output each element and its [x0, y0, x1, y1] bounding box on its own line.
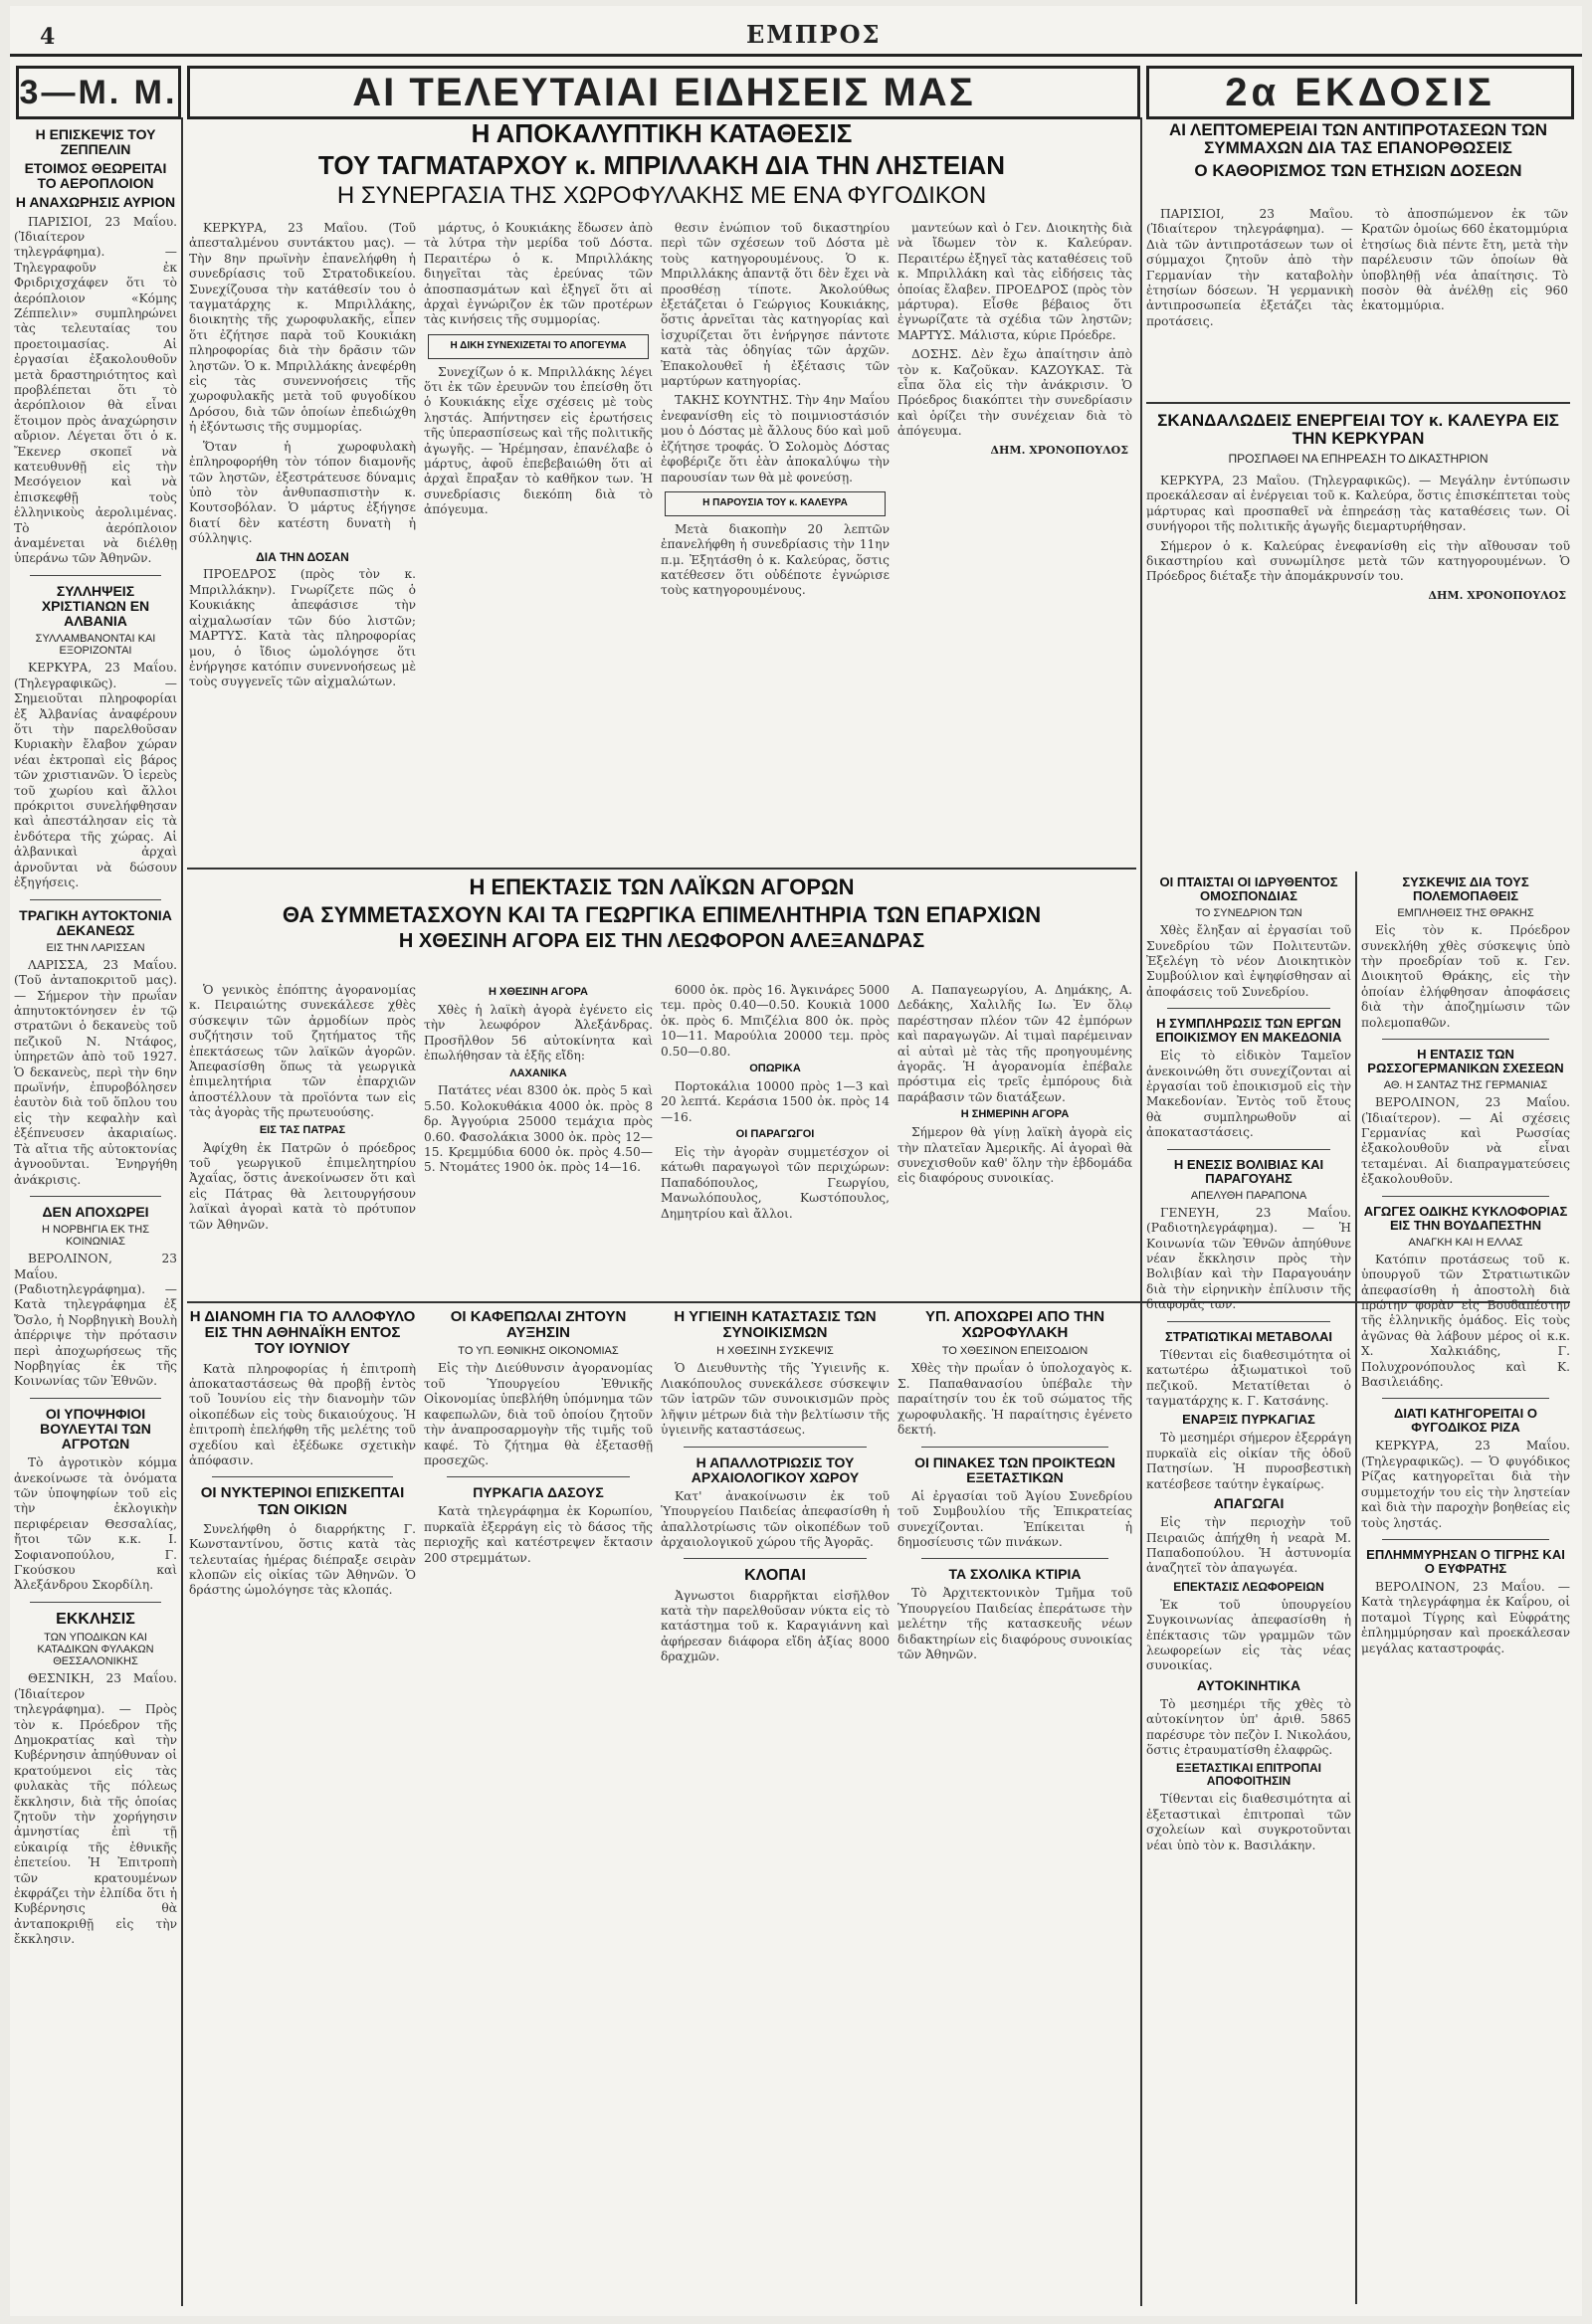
market-subheading: ΟΙ ΠΑΡΑΓΩΓΟΙ: [735, 1128, 815, 1141]
market-subheading: ΟΠΩΡΙΚΑ: [749, 1063, 801, 1075]
federation-subheadline: ΤΟ ΣΥΝΕΔΡΙΟΝ ΤΩΝ: [1195, 907, 1302, 920]
market-subheading: Η ΧΘΕΣΙΝΗ ΑΓΟΡΑ: [489, 986, 588, 998]
farmers-candidates-headline: ΟΙ ΥΠΟΨΗΦΙΟΙ ΒΟΥΛΕΥΤΑΙ ΤΩΝ ΑΓΡΟΤΩΝ: [40, 1405, 151, 1452]
school-buildings-headline: ΤΑ ΣΧΟΛΙΚΑ ΚΤΙΡΙΑ: [948, 1566, 1082, 1583]
fugitive-headline: ΔΙΑΤΙ ΚΑΤΗΓΟΡΕΙΤΑΙ Ο ΦΥΓΟΔΙΚΟΣ ΡΙΖΑ: [1393, 1406, 1538, 1436]
counterproposals-headline: ΑΙ ΛΕΠΤΟΜΕΡΕΙΑΙ ΤΩΝ ΑΝΤΙΠΡΟΤΑΣΕΩΝ ΤΩΝ ΣΥΜΜΑΧΩΝ ΔΙΑ ΤΑΣ ΕΠΑΝΟΡΘΩΣΕΙΣ: [1168, 120, 1548, 158]
zeppelin-departure-headline: Η ΑΝΑΧΩΡΗΣΙΣ ΑΥΡΙΟΝ: [15, 194, 176, 211]
market-paragraph: Εἰς τὴν ἀγορὰν συμμετέσχον οἱ κάτωθι παραγωγοὶ τῶν περιχώρων: Παπαδόπουλος, Γεωργίου, Μανωλόπουλος, Κωστόπουλος, Δημητρίου καὶ ἄλλοι.: [661, 1145, 890, 1221]
trial-subheading: ΔΙΑ ΤΗΝ ΔΟΣΑΝ: [256, 549, 349, 564]
market-subheading: Η ΣΗΜΕΡΙΝΗ ΑΓΟΡΑ: [960, 1108, 1070, 1121]
market-paragraph: 6000 ὀκ. πρὸς 16. Ἀγκινάρες 5000 τεμ. πρὸς 0.40—0.50. Κουκιὰ 1000 ὀκ. πρὸς 6. Μπιζέλια 800 ὀκ. πρὸς 10—11. Μαρούλια 20000 τεμ. πρὸς 0.50—0.80.: [661, 983, 890, 1059]
war-victims-headline: ΣΥΣΚΕΨΙΣ ΔΙΑ ΤΟΥΣ ΠΟΛΕΜΟΠΑΘΕΙΣ: [1402, 874, 1529, 904]
trial-story: [187, 117, 1136, 866]
albania-arrests-subheadline: ΣΥΛΛΑΜΒΑΝΟΝΤΑΙ ΚΑΙ ΕΞΟΡΙΖΟΝΤΑΙ: [35, 633, 156, 658]
appeal-article: ΘΕΣΝΙΚΗ, 23 Μαΐου. (Ἰδιαίτερον τηλεγράφημα). — Πρὸς τὸν κ. Πρόεδρον τῆς Δημοκρατίας καὶ τὴν Κυβέρνησιν ἀπηύθυναν οἱ κρατούμενοι εἰς τὰς φυλακὰς τῆς πόλεως ἔκκλησιν, διὰ τῆς ὁποίας ζητοῦν τὴν χορήγησιν ἀμνηστίας ἐπὶ τῇ εὐκαιρίᾳ τῆς ἐθνικῆς ἐπετείου. Ἡ Ἐπιτροπὴ τῶν κρατουμένων ἐκφράζει τὴν ἐλπίδα ὅτι ἡ Κυβέρνησις θὰ ἀνταποκριθῇ εἰς τὴν ἔκκλησιν.: [14, 1671, 177, 1947]
distribution-article: Κατὰ πληροφορίας ἡ ἐπιτροπὴ ἀποκαταστάσεως θὰ προβῇ ἐντὸς τοῦ Ἰουνίου εἰς τὴν διανομὴν τῶν οἰκοπέδων εἰς τοὺς δικαιούχους. Ἡ ἐπιτροπὴ ἐπελήφθη τῆς μελέτης τοῦ σχεδίου καὶ ἐξέδωκε σχετικὴν ἀπόφασιν.: [189, 1361, 416, 1467]
hygiene-subheadline: Η ΧΘΕΣΙΝΗ ΣΥΣΚΕΨΙΣ: [716, 1345, 834, 1358]
trial-column-4: [897, 221, 1132, 862]
suicide-subheadline: ΕΙΣ ΤΗΝ ΛΑΡΙΣΣΑΝ: [46, 941, 145, 954]
settlement-headline: Η ΣΥΜΠΛΗΡΩΣΙΣ ΤΩΝ ΕΡΓΩΝ ΕΠΟΙΚΙΣΜΟΥ ΕΝ ΜΑΚΕΔΟΝΙΑ: [1155, 1016, 1342, 1046]
budapest-games-article: Κατόπιν προτάσεως τοῦ κ. ὑπουργοῦ τῶν Στρατιωτικῶν ἀπεφασίσθη ἡ ἀποστολὴ διὰ πρώτην φορὰν εἰς Βουδαπέστην τῆς ἑλληνικῆς ὁμάδος. Εἰς τοὺς ἀγῶνας θὰ λάβουν μέρος οἱ κ.κ. Χ. Χαλκιάδης, Γ. Πολυχρονόπουλος καὶ Κ. Βασιλειάδης.: [1361, 1252, 1570, 1389]
thefts-article: Ἀγνωστοι διαρρῆκται εἰσῆλθον κατὰ τὴν παρελθοῦσαν νύκτα εἰς τὸ κατάστημα τοῦ κ. Καραγιάννη καὶ ἀφήρεσαν διάφορα εἴδη ἀξίας 8000 δραχμῶν.: [661, 1588, 890, 1664]
burglars-article: Συνελήφθη ὁ διαρρήκτης Γ. Κωνσταντίνου, ὅστις κατὰ τὰς τελευταίας ἡμέρας διέπραξε σειρὰν κλοπῶν εἰς οἰκίας τῶν Ἀθηνῶν. Ὁ δράστης ὡμολόγησε τὰς κλοπάς.: [189, 1521, 416, 1598]
trial-paragraph: θεσιν ἐνώπιον τοῦ δικαστηρίου περὶ τῶν σχέσεων τοῦ Δόστα μὲ τοὺς κατηγορουμένους. Ὁ κ. Μπριλλάκης ἀπαντᾷ ὅτι δὲν ἔχει νὰ προσθέσῃ τίποτε. Ἀκολούθως ἐξετάζεται ὁ Γεώργιος Κουκιάκης, ὅστις ἀρνεῖται τὰς κατηγορίας καὶ ἰσχυρίζεται ὅτι ἐνήργησε πάντοτε κατὰ τὰς ὁδηγίας τῶν ἀρχῶν. Ἐπακολουθεῖ ἡ ἐξέτασις τῶν μαρτύρων κατηγορίας.: [661, 221, 890, 389]
federation-headline: ΟΙ ΠΤΑΙΣΤΑΙ ΟΙ ΙΔΡΥΘΕΝΤΟΣ ΟΜΟΣΠΟΝΔΙΑΣ: [1159, 874, 1338, 904]
market-paragraph: Πορτοκάλια 10000 πρὸς 1—3 καὶ 20 λεπτά. Κεράσια 1500 ὀκ. πρὸς 14—16.: [661, 1078, 890, 1124]
right-lower-right: [1361, 872, 1570, 2304]
military-changes-headline: ΣΤΡΑΤΙΩΤΙΚΑΙ ΜΕΤΑΒΟΛΑΙ: [1165, 1328, 1332, 1344]
column-rule: [1140, 117, 1142, 2306]
cafe-owners-subheadline: ΤΟ ΥΠ. ΕΘΝΙΚΗΣ ΟΙΚΟΝΟΜΙΑΣ: [458, 1345, 619, 1358]
newspaper-name: ΕΜΠΡΟΣ: [746, 20, 882, 49]
left-column: [14, 123, 177, 2307]
zeppelin-headline: Η ΕΠΙΣΚΕΨΙΣ ΤΟΥ ΖΕΠΠΕΛΙΝ: [35, 126, 156, 158]
short-news-row: [187, 1305, 1136, 2306]
car-news-headline: ΑΥΤΟΚΙΝΗΤΙΚΑ: [1196, 1676, 1301, 1693]
market-paragraph: Ὁ γενικὸς ἐπόπτης ἀγορανομίας κ. Πειραιώτης συνεκάλεσε χθὲς σύσκεψιν τῶν ἀρμοδίων πρὸς συζήτησιν τοῦ ζητήματος τῆς ἐπεκτάσεως τῶν λαϊκῶν ἀγορῶν. Ἀπεφασίσθη ὅπως τὰ γεωργικὰ ἐπιμελητήρια τῶν ἐπαρχιῶν ἀποστέλλουν τὰ προϊόντα των εἰς τὰς ἀγορὰς τῆς πρωτευούσης.: [189, 983, 416, 1120]
distribution-headline: Η ΔΙΑΝΟΜΗ ΓΙΑ ΤΟ ΑΛΛΟΦΥΛΟ ΕΙΣ ΤΗΝ ΑΘΗΝΑΪΚΗ ΕΝΤΟΣ ΤΟΥ ΙΟΥΝΙΟΥ: [189, 1308, 416, 1358]
trial-subheading: Η ΔΙΚΗ ΣΥΝΕΧΙΖΕΤΑΙ ΤΟ ΑΠΟΓΕΥΜΑ: [450, 339, 627, 351]
running-header: [10, 6, 1582, 57]
trial-column-1: [189, 221, 416, 862]
gendarmerie-headline: ΥΠ. ΑΠΟΧΩΡΕΙ ΑΠΟ ΤΗΝ ΧΩΡΟΦΥΛΑΚΗ: [924, 1308, 1105, 1342]
bolivia-subheadline: ΑΠΕΛΥΘΗ ΠΑΡΑΠΟΝΑ: [1190, 1189, 1307, 1202]
exam-committees-headline: ΕΞΕΤΑΣΤΙΚΑΙ ΕΠΙΤΡΟΠΑΙ ΑΠΟΦΟΙΤΗΣΙΝ: [1175, 1761, 1322, 1789]
tables-headline: ΟΙ ΠΙΝΑΚΕΣ ΤΩΝ ΠΡΟΙΚΤΕΩΝ ΕΞΕΤΑΣΤΙΚΩΝ: [914, 1453, 1115, 1485]
byline: ΔΗΜ. ΧΡΟΝΟΠΟΥΛΟΣ: [990, 443, 1128, 457]
appeal-headline: ΕΚΚΛΗΣΙΣ: [56, 1610, 135, 1628]
tables-article: Αἱ ἐργασίαι τοῦ Ἁγίου Συνεδρίου τοῦ Συμβουλίου τῆς Ἐπικρατείας συνεχίζονται. Ἐπίκειται ἡ δημοσίευσις τῶν πινάκων.: [897, 1488, 1132, 1549]
trial-paragraph: ΠΡΟΕΔΡΟΣ (πρὸς τὸν κ. Μπριλλάκην). Γνωρίζετε πῶς ὁ Κουκιάκης ἀπεφάσισε τὴν αἰχμαλωσίαν τῶν δύο λιστῶν; ΜΑΡΤΥΣ. Κατὰ τὰς πληροφορίας μου, ὁ ἴδιος ὡμολόγησε ὅτι ἐνήργησε κατόπιν συνεννοήσεως μὲ τοὺς συγγενεῖς τῶν αἰχμαλώτων.: [189, 567, 416, 689]
counterproposals-article: τὸ ἀποσπώμενον ἐκ τῶν Κρατῶν ὁμοίως 660 ἑκατομμύρια ἐτησίως διὰ πέντε ἔτη, μετὰ τὴν παρέλευσιν τῶν ὁποίων θὰ ὑποβληθῇ νέα ἀπαίτησις. Τὸ ποσὸν θὰ ἀνέλθῃ εἰς 960 ἑκατομμύρια.: [1361, 207, 1568, 313]
kalevras-subheadline: ΠΡΟΣΠΑΘΕΙ ΝΑ ΕΠΗΡΕΑΣΗ ΤΟ ΔΙΚΑΣΤΗΡΙΟΝ: [1228, 451, 1489, 466]
flood-headline: ΕΠΛΗΜΜΥΡΗΣΑΝ Ο ΤΙΓΡΗΣ ΚΑΙ Ο ΕΥΦΡΑΤΗΣ: [1366, 1546, 1565, 1576]
hygiene-article: Ὁ Διευθυντὴς τῆς Ὑγιεινῆς κ. Λιακόπουλος συνεκάλεσε σύσκεψιν τῶν ἰατρῶν τῶν συνοικισμῶν πρὸς λῆψιν μέτρων διὰ τὴν βελτίωσιν τῆς ὑγιεινῆς καταστάσεως.: [661, 1361, 890, 1438]
bolivia-headline: Η ΕΝΕΣΙΣ ΒΟΛΙΒΙΑΣ ΚΑΙ ΠΑΡΑΓΟΥΑΗΣ: [1173, 1156, 1324, 1186]
trial-headline-2: ΤΟΥ ΤΑΓΜΑΤΑΡΧΟΥ κ. ΜΠΡΙΛΛΑΚΗ ΔΙΑ ΤΗΝ ΛΗΣΤΕΙΑΝ: [317, 150, 1006, 181]
column-rule: [181, 117, 183, 2306]
kalevras-headline: ΣΚΑΝΔΑΛΩΔΕΙΣ ΕΝΕΡΓΕΙΑΙ ΤΟΥ κ. ΚΑΛΕΥΡΑ ΕΙΣ ΤΗΝ ΚΕΡΚΥΡΑΝ: [1157, 411, 1559, 449]
cafe-owners-headline: ΟΙ ΚΑΦΕΠΩΛΑΙ ΖΗΤΟΥΝ ΑΥΞΗΣΙΝ: [450, 1308, 627, 1342]
war-victims-subheadline: ΕΜΠΛΗΘΕΙΣ ΤΗΣ ΘΡΑΚΗΣ: [1397, 907, 1534, 920]
late-edition-time-box: 3—Μ. Μ.: [16, 66, 181, 119]
market-paragraph: Ἀφίχθη ἐκ Πατρῶν ὁ πρόεδρος τοῦ γεωργικοῦ ἐπιμελητηρίου Ἀχαΐας, ὅστις ἀνεκοίνωσεν ὅτι καὶ εἰς Πάτρας θὰ λειτουργήσουν λαϊκαὶ ἀγοραὶ κατὰ τὸ πρότυπον τῶν Ἀθηνῶν.: [189, 1140, 416, 1232]
trial-paragraph: μάρτυς, ὁ Κουκιάκης ἔδωσεν ἀπὸ τὰ λύτρα τὴν μερίδα τοῦ Δόστα. Περαιτέρω ὁ κ. Μπριλλάκης διηγεῖται τὰς ἐρεύνας τῶν ἀποσπασμάτων καὶ ἐξηγεῖ ὅτι αἱ ἀρχαὶ ἐγνώριζον ἐκ τῶν προτέρων τὰς κινήσεις τῆς συμμορίας.: [424, 221, 653, 327]
trial-paragraph: μαντεύων καὶ ὁ Γεν. Διοικητὴς διὰ νὰ ἴδωμεν τὸν κ. Καλεύραν. Περαιτέρω ἐξηγεῖ τὰς καταθέσεις τοῦ κ. Μπριλλάκη καὶ τὰς εἰδήσεις τὰς ὁποίας ἔλαβεν. ΠΡΟΕΔΡΟΣ (πρὸς τὸν μάρτυρα). Εἶσθε βέβαιος ὅτι ἐγνωρίζατε τὰ σχέδια τῶν ληστῶν; ΜΑΡΤΥΣ. Μάλιστα, κύριε Πρόεδρε.: [897, 221, 1132, 342]
hygiene-headline: Η ΥΓΙΕΙΝΗ ΚΑΤΑΣΤΑΣΙΣ ΤΩΝ ΣΥΝΟΙΚΙΣΜΩΝ: [674, 1308, 877, 1342]
latest-news-banner: ΑΙ ΤΕΛΕΥΤΑΙΑΙ ΕΙΔΗΣΕΙΣ ΜΑΣ: [187, 66, 1140, 119]
market-headline-1: Η ΕΠΕΚΤΑΣΙΣ ΤΩΝ ΛΑΪΚΩΝ ΑΓΟΡΩΝ: [469, 874, 855, 899]
zeppelin-subheadline: ΕΤΟΙΜΟΣ ΘΕΩΡΕΙΤΑΙ ΤΟ ΑΕΡΟΠΛΟΙΟΝ: [24, 160, 167, 192]
market-paragraph: Χθὲς ἡ λαϊκὴ ἀγορὰ ἐγένετο εἰς τὴν λεωφόρον Ἀλεξάνδρας. Προσῆλθον 56 αὐτοκίνητα καὶ ἐπωλήθησαν τὰ ἑξῆς εἴδη:: [424, 1002, 653, 1064]
forest-fire-headline: ΠΥΡΚΑΓΙΑ ΔΑΣΟΥΣ: [473, 1484, 604, 1501]
short-news-col-4: [897, 1305, 1132, 2304]
kalevras-article: Σήμερον ὁ κ. Καλεύρας ἐνεφανίσθη εἰς τὴν αἴθουσαν τοῦ δικαστηρίου καὶ συνωμίλησε μετὰ τῶν κατηγορουμένων. Ὁ Πρόεδρος διέταξε τὴν ἀπομάκρυνσίν του.: [1146, 538, 1570, 584]
school-buildings-article: Τὸ Ἀρχιτεκτονικὸν Τμῆμα τοῦ Ὑπουργείου Παιδείας ἐπεράτωσε τὴν μελέτην τῆς κατασκευῆς νέων διδακτηρίων εἰς διαφόρους συνοικίας τῶν Ἀθηνῶν.: [897, 1586, 1132, 1662]
norway-headline: ΔΕΝ ΑΠΟΧΩΡΕΙ: [42, 1203, 149, 1220]
kalevras-article: ΚΕΡΚΥΡΑ, 23 Μαΐου. (Τηλεγραφικῶς). — Μεγάλην ἐντύπωσιν προεκάλεσαν αἱ ἐνέργειαι τοῦ κ. Καλεύρα, ὅστις ἐπισκέπτεται τοὺς μάρτυρας καὶ προσπαθεῖ νὰ ἐπηρεάσῃ τὰς καταθέσεις των. Οἱ συνήγοροι τῆς πολιτικῆς ἀγωγῆς διεμαρτυρήθησαν.: [1146, 474, 1570, 534]
war-victims-article: Εἰς τὸν κ. Πρόεδρον συνεκλήθη χθὲς σύσκεψις ὑπὸ τὴν προεδρίαν τοῦ κ. Γεν. Διοικητοῦ Θράκης, εἰς τὴν ὁποίαν ἐλήφθησαν ἀποφάσεις διὰ τὴν ἀποζημίωσιν τῶν πολεμοπαθῶν.: [1361, 923, 1570, 1030]
gendarmerie-article: Χθὲς τὴν πρωΐαν ὁ ὑπολοχαγὸς κ. Σ. Παπαθανασίου ὑπέβαλε τὴν παραίτησίν του ἐκ τοῦ σώματος τῆς χωροφυλακῆς. Ἡ παραίτησις ἐγένετο δεκτή.: [897, 1361, 1132, 1438]
trial-paragraph: ΚΕΡΚΥΡΑ, 23 Μαΐου. (Τοῦ ἀπεσταλμένου συντάκτου μας). — Τὴν 8ην πρωϊνὴν ἐπανελήφθη ἡ συνεδρίασις τοῦ Στρατοδικείου. Συνεχίζουσα τὴν κατάθεσίν του ὁ ταγματάρχης κ. Μπριλλάκης, διοικητὴς τῆς χωροφυλακῆς, εἶπεν ὅτι ἐζήτησε παρὰ τοῦ Κουκιάκη πληροφορίας διὰ τὴν δρᾶσιν τῶν ληστῶν. Ὁ κ. Μπριλλάκης ἀνεφέρθη εἰς τὰς συνεννοήσεις τῆς χωροφυλακῆς μετὰ τοῦ φυγοδίκου Δρόσου, διὰ τῶν ὁποίων ἐπεδιώχθη ἡ ἐξόντωσις τῆς συμμορίας.: [189, 221, 416, 435]
page-number: 4: [40, 24, 56, 50]
trial-subheading: Η ΠΑΡΟΥΣΙΑ ΤΟΥ κ. ΚΑΛΕΥΡΑ: [702, 496, 848, 508]
fire-article: Τὸ μεσημέρι σήμερον ἐξερράγη πυρκαϊὰ εἰς οἰκίαν τῆς ὁδοῦ Πατησίων. Ἡ πυροσβεστικὴ κατέσβεσε ταύτην ἐγκαίρως.: [1146, 1431, 1351, 1491]
right-lower-left: [1146, 872, 1351, 2304]
second-edition-box: 2α ΕΚΔΟΣΙΣ: [1146, 66, 1574, 119]
section-divider: [187, 868, 1136, 870]
trial-headline-1: Η ΑΠΟΚΑΛΥΠΤΙΚΗ ΚΑΤΑΘΕΣΙΣ: [471, 118, 853, 148]
forest-fire-article: Κατὰ τηλεγράφημα ἐκ Κορωπίου, πυρκαϊὰ ἐξερράγη εἰς τὸ δάσος τῆς περιοχῆς καὶ κατέστρεψεν ἔκτασιν 200 στρεμμάτων.: [424, 1504, 653, 1565]
abductions-article: Εἰς τὴν περιοχὴν τοῦ Πειραιῶς ἀπήχθη ἡ νεαρὰ Μ. Παπαδοπούλου. Ἡ ἀστυνομία ἀναζητεῖ τὸν ἀπαγωγέα.: [1146, 1515, 1351, 1576]
norway-subheadline: Η ΝΟΡΒΗΓΙΑ ΕΚ ΤΗΣ ΚΟΙΝΩΝΙΑΣ: [41, 1224, 149, 1249]
norway-article: ΒΕΡΟΛΙΝΟΝ, 23 Μαΐου. (Ραδιοτηλεγράφημα). — Κατὰ τηλεγράφημα ἐξ Ὄσλο, ἡ Νορβηγικὴ Βουλὴ ἀπέρριψε τὴν πρότασιν περὶ ἀποχωρήσεως τῆς Νορβηγίας ἐκ τῆς Κοινωνίας τῶν Ἐθνῶν.: [14, 1252, 177, 1389]
russo-german-headline: Η ΕΝΤΑΣΙΣ ΤΩΝ ΡΩΣΣΟΓΕΡΜΑΝΙΚΩΝ ΣΧΕΣΕΩΝ: [1367, 1047, 1564, 1076]
budapest-games-headline: ΑΓΩΓΕΣ ΟΔΙΚΗΣ ΚΥΚΛΟΦΟΡΙΑΣ ΕΙΣ ΤΗΝ ΒΟΥΔΑΠΕΣΤΗΝ: [1363, 1203, 1568, 1233]
byline: ΔΗΜ. ΧΡΟΝΟΠΟΥΛΟΣ: [1428, 588, 1566, 602]
market-paragraph: Α. Παπαγεωργίου, Α. Δημάκης, Α. Δεδάκης, Χαλιλῆς Ιω. Ἐν ὅλῳ παρέστησαν πλέον τῶν 42 ἐμπόρων καὶ παραγωγῶν. Αἱ τιμαὶ παρέμειναν αἱ αὐταὶ μὲ τὰς τῆς προηγουμένης ἀγορᾶς. Ἡ ἀγορανομία ἐπέβαλε πρόστιμα εἰς τρεῖς ἐμπόρους διὰ παράβασιν τῶν διατάξεων.: [897, 983, 1132, 1104]
fire-headline: ΕΝΑΡΞΙΣ ΠΥΡΚΑΓΙΑΣ: [1182, 1412, 1315, 1428]
annual-payments-headline: Ο ΚΑΘΟΡΙΣΜΟΣ ΤΩΝ ΕΤΗΣΙΩΝ ΔΟΣΕΩΝ: [1194, 160, 1522, 180]
fugitive-article: ΚΕΡΚΥΡΑ, 23 Μαΐου. (Τηλεγραφικῶς). — Ὁ φυγόδικος Ρίζας κατηγορεῖται διὰ τὴν συμμετοχήν του εἰς τὴν ληστείαν καὶ διὰ τὴν παροχὴν βοηθείας εἰς τοὺς ληστάς.: [1361, 1439, 1570, 1530]
expropriation-article: Κατ' ἀνακοίνωσιν ἐκ τοῦ Ὑπουργείου Παιδείας ἀπεφασίσθη ἡ ἀπαλλοτρίωσις τῶν οἰκοπέδων τοῦ ἀρχαιολογικοῦ χώρου τῆς Ἀγορᾶς.: [661, 1488, 890, 1549]
albania-arrests-article: ΚΕΡΚΥΡΑ, 23 Μαΐου. (Τηλεγραφικῶς). — Σημειοῦται πληροφορίαι ἐξ Ἀλβανίας ἀναφέρουν ὅτι τὴν παρελθοῦσαν Κυριακὴν ἔλαβον χώραν νέαι ἐκτροπαὶ εἰς βάρος τῶν χριστιανῶν. Ὁ ἱερεὺς τοῦ χωρίου καὶ ἄλλοι πρόκριτοι συνελήφθησαν καὶ ἀπεστάλησαν εἰς τὰ ἐνδότερα τῆς χώρας. Αἱ ἀλβανικαὶ ἀρχαὶ ἀρνοῦνται νὰ δώσουν ἐξηγήσεις.: [14, 661, 177, 890]
cafe-owners-article: Εἰς τὴν Διεύθυνσιν ἀγορανομίας τοῦ Ὑπουργείου Ἐθνικῆς Οἰκονομίας ὑπεβλήθη ὑπόμνημα τῶν καφεπωλῶν, διὰ τοῦ ὁποίου ζητοῦν τὴν ἀναπροσαρμογὴν τῆς τιμῆς τοῦ καφέ. Τὸ ζήτημα θὰ ἐξετασθῇ προσεχῶς.: [424, 1361, 653, 1467]
market-subheading: ΕΙΣ ΤΑΣ ΠΑΤΡΑΣ: [259, 1123, 346, 1136]
market-paragraph: Πατάτες νέαι 8300 ὀκ. πρὸς 5 καὶ 5.50. Κολοκυθάκια 4000 ὀκ. πρὸς 8 δρ. Ἀγγούρια 25000 τεμάχια πρὸς 0.60. Φασολάκια 3000 ὀκ. πρὸς 12—15. Κρεμμύδια 6000 ὀκ. πρὸς 4.50—5. Ντομάτες 1900 ὀκ. πρὸς 14—16.: [424, 1083, 653, 1175]
flood-article: ΒΕΡΟΛΙΝΟΝ, 23 Μαΐου. — Κατὰ τηλεγράφημα ἐκ Καΐρου, οἱ ποταμοὶ Τίγρης καὶ Εὐφράτης ἐπλημμύρησαν καὶ προεκάλεσαν μεγάλας καταστροφάς.: [1361, 1579, 1570, 1655]
car-news-article: Τὸ μεσημέρι τῆς χθὲς τὸ αὐτοκίνητον ὑπ' ἀριθ. 5865 παρέσυρε τὸν πεζὸν Ι. Νικολάου, ὅστις ἐτραυματίσθη ἐλαφρῶς.: [1146, 1696, 1351, 1758]
market-headline-2: ΘΑ ΣΥΜΜΕΤΑΣΧΟΥΝ ΚΑΙ ΤΑ ΓΕΩΡΓΙΚΑ ΕΠΙΜΕΛΗΤΗΡΙΑ ΤΩΝ ΕΠΑΡΧΙΩΝ: [282, 901, 1042, 927]
short-news-col-1: [189, 1305, 416, 2304]
market-subheading: ΛΑΧΑΝΙΚΑ: [509, 1066, 567, 1079]
russo-german-article: ΒΕΡΟΛΙΝΟΝ, 23 Μαΐου. (Ἰδιαίτερον). — Αἱ σχέσεις Γερμανίας καὶ Ρωσσίας ἐξακολουθοῦν νὰ εἶναι τεταμέναι. Αἱ διαπραγματεύσεις ἐξακολουθοῦν.: [1361, 1095, 1570, 1187]
buses-article: Ἐκ τοῦ ὑπουργείου Συγκοινωνίας ἀπεφασίσθη ἡ ἐπέκτασις τῶν γραμμῶν τῶν λεωφορείων εἰς τὰς νέας συνοικίας.: [1146, 1597, 1351, 1673]
column-rule: [1355, 872, 1357, 2304]
albania-arrests-headline: ΣΥΛΛΗΨΕΙΣ ΧΡΙΣΤΙΑΝΩΝ ΕΝ ΑΛΒΑΝΙΑ: [41, 582, 150, 630]
market-headline-3: Η ΧΘΕΣΙΝΗ ΑΓΟΡΑ ΕΙΣ ΤΗΝ ΛΕΩΦΟΡΟΝ ΑΛΕΞΑΝΔΡΑΣ: [398, 929, 925, 952]
russo-german-subheadline: ΑΘ. Η ΣΑΝΤΑΖ ΤΗΣ ΓΕΡΜΑΝΙΑΣ: [1383, 1079, 1548, 1092]
right-upper: [1146, 117, 1570, 866]
military-changes-article: Τίθενται εἰς διαθεσιμότητα οἱ κατωτέρω ἀξιωματικοὶ τοῦ πεζικοῦ. Μετατίθεται ὁ ταγματάρχης κ. Γ. Κατσάνης.: [1146, 1347, 1351, 1408]
buses-headline: ΕΠΕΚΤΑΣΙΣ ΛΕΩΦΟΡΕΙΩΝ: [1173, 1579, 1324, 1594]
farmers-candidates-article: Τὸ ἀγροτικὸν κόμμα ἀνεκοίνωσε τὰ ὀνόματα τῶν ὑποψηφίων τοῦ εἰς τὴν ἐκλογικὴν περιφέρειαν Θεσσαλίας, ἤτοι τῶν κ.κ. Ι. Σοφιανοπούλου, Γ. Γκούσκου καὶ Ἀλεξάνδρου Σκορδίλη.: [14, 1455, 177, 1593]
abductions-headline: ΑΠΑΓΩΓΑΙ: [1213, 1495, 1285, 1511]
trial-paragraph: ΤΑΚΗΣ ΚΟΥΝΤΗΣ. Τὴν 4ην Μαΐου ἐνεφανίσθη εἰς τὸ ποιμνιοστάσιόν μου ὁ Δόστας μὲ ἄλλους δύο καὶ μοῦ ἐζήτησε τροφάς. Ὁ Σολομὸς Δόστας ἐφοβέριζε ὅτι ἐὰν ἀποκαλύψω τὴν παρουσίαν των θὰ μὲ φονεύσῃ.: [661, 393, 890, 484]
short-news-col-2: [424, 1305, 653, 2304]
market-story: [187, 872, 1136, 1299]
newspaper-page: [10, 6, 1582, 2316]
thefts-headline: ΚΛΟΠΑΙ: [744, 1567, 806, 1585]
suicide-headline: ΤΡΑΓΙΚΗ ΑΥΤΟΚΤΟΝΙΑ ΔΕΚΑΝΕΩΣ: [19, 906, 172, 938]
exam-committees-article: Τίθενται εἰς διαθεσιμότητα αἱ ἐξεταστικαὶ ἐπιτροπαὶ τῶν σχολείων καὶ συγκροτοῦνται νέαι ὑπὸ τὸν κ. Βασιλάκην.: [1146, 1792, 1351, 1852]
short-news-col-3: [661, 1305, 890, 2304]
trial-column-2: [424, 221, 653, 862]
settlement-article: Εἰς τὸ εἰδικὸν Ταμεῖον ἀνεκοινώθη ὅτι συνεχίζονται αἱ ἐργασίαι τοῦ ἐποικισμοῦ εἰς τὴν Μακεδονίαν. Ἐντὸς τοῦ ἔτους θὰ συμπληρωθοῦν αἱ ἀποκαταστάσεις.: [1146, 1049, 1351, 1140]
bolivia-article: ΓΕΝΕΥΗ, 23 Μαΐου. (Ραδιοτηλεγράφημα). — Ἡ Κοινωνία τῶν Ἐθνῶν ἀπηύθυνε νέαν ἔκκλησιν πρὸς τὴν Βολιβίαν καὶ τὴν Παραγουάην διὰ τὴν εἰρηνικὴν ἐπίλυσιν τῆς διαφορᾶς των.: [1146, 1205, 1351, 1312]
trial-paragraph: Μετὰ διακοπὴν 20 λεπτῶν ἐπανελήφθη ἡ συνεδρίασις τὴν 11ην π.μ. Ἐξητάσθη ὁ κ. Καλεύρας, ὅστις κατέθεσεν ὅτι οὐδέποτε ἐγνώρισε τοὺς κατηγορουμένους.: [661, 521, 890, 598]
appeal-subheadline: ΤΩΝ ΥΠΟΔΙΚΩΝ ΚΑΙ ΚΑΤΑΔΙΚΩΝ ΦΥΛΑΚΩΝ ΘΕΣΣΑΛΟΝΙΚΗΣ: [37, 1632, 154, 1668]
suicide-article: ΛΑΡΙΣΣΑ, 23 Μαΐου. (Τοῦ ἀνταποκριτοῦ μας). — Σήμερον τὴν πρωΐαν ἀπηυτοκτόνησεν ἐν τῷ στρατῶνι ὁ δεκανεὺς τοῦ πεζικοῦ Ν. Ντάφος, ὑπηρετῶν ἀπὸ τοῦ 1927. Ὁ δεκανεὺς, περὶ τὴν 6ην πρωϊνήν, ἐπυροβόλησεν ἑαυτὸν διὰ τοῦ ὅπλου του εἰς τὴν κεφαλὴν καὶ ἐξέπνευσεν ἀκαριαίως. Τὰ αἴτια τῆς αὐτοκτονίας ἀγνοοῦνται. Ἐνηργήθη ἀνάκρισις.: [14, 957, 177, 1187]
trial-paragraph: Ὅταν ἡ χωροφυλακὴ ἐπληροφορήθη τὸν τόπον διαμονῆς τῶν ληστῶν, ἐξεστράτευσε δύναμις ὑπὸ τὸν ἀνθυπασπιστὴν κ. Κουτσοβόλαν. Ὁ μάρτυς ἐξήγησε διατί δὲν κατέστη δυνατὴ ἡ σύλληψις.: [189, 439, 416, 546]
federation-article: Χθὲς ἔληξαν αἱ ἐργασίαι τοῦ Συνεδρίου τῶν Πολιτευτῶν. Ἐξελέγη τὸ νέον Διοικητικὸν Συμβούλιον καὶ ἐψηφίσθησαν αἱ ἀποφάσεις τοῦ Συνεδρίου.: [1146, 923, 1351, 999]
budapest-games-subheadline: ΑΝΑΓΚΗ ΚΑΙ Η ΕΛΛΑΣ: [1408, 1236, 1523, 1249]
counterproposals-article: ΠΑΡΙΣΙΟΙ, 23 Μαΐου. (Ἰδιαίτερον τηλεγράφημα). — Διὰ τῶν ἀντιπροτάσεων των οἱ σύμμαχοι ζητοῦν ἀπὸ τὴν Γερμανίαν τὴν καταβολὴν ἐτησίων δόσεων. Ἡ γερμανικὴ ἀντιπροσωπεία ἐξετάζει τὰς προτάσεις.: [1146, 207, 1353, 328]
gendarmerie-subheadline: ΤΟ ΧΘΕΣΙΝΟΝ ΕΠΕΙΣΟΔΙΟΝ: [941, 1345, 1089, 1358]
trial-column-3: [661, 221, 890, 862]
zeppelin-article: ΠΑΡΙΣΙΟΙ, 23 Μαΐου. (Ἰδιαίτερον τηλεγράφημα). — Τηλεγραφοῦν ἐκ Φριδριχσχάφεν ὅτι τὸ ἀερόπλοιον «Κόμης Ζέππελιν» συμπληρώνει τὰς τελευταίας του προετοιμασίας. Αἱ ἐργασίαι ἐξακολουθοῦν μετὰ δραστηριότητος καὶ προβλέπεται ὅτι τὸ ἀερόπλοιον θὰ εἶναι ἕτοιμον πρὸς ἀναχώρησιν αὔριον. Λέγεται ὅτι ὁ κ. Ἔκενερ σκοπεῖ νὰ κατευθυνθῇ εἰς τὴν Μεσόγειον καὶ νὰ ἐπισκεφθῇ τοὺς ἑλληνικοὺς ἀερολιμένας. Τὸ ἀερόπλοιον ἀναμένεται νὰ διέλθῃ ὑπεράνω τῶν Ἀθηνῶν.: [14, 214, 177, 566]
market-paragraph: Σήμερον θὰ γίνῃ λαϊκὴ ἀγορὰ εἰς τὴν πλατεῖαν Ἀμερικῆς. Αἱ ἀγοραὶ θὰ συνεχισθοῦν καθ' ὅλην τὴν ἑβδομάδα εἰς διαφόρους συνοικίας.: [897, 1125, 1132, 1186]
trial-paragraph: ΔΟΣΗΣ. Δὲν ἔχω ἀπαίτησιν ἀπὸ τὸν κ. Καζοῦκαν. ΚΑΖΟΥΚΑΣ. Τὰ εἶπα ὅλα εἰς τὴν ἀνάκρισιν. Ὁ Πρόεδρος διακόπτει τὴν συνεδρίασιν καὶ ὁρίζει τὴν συνέχειαν διὰ τὸ ἀπόγευμα.: [897, 347, 1132, 439]
burglars-headline: ΟΙ ΝΥΚΤΕΡΙΝΟΙ ΕΠΙΣΚΕΠΤΑΙ ΤΩΝ ΟΙΚΙΩΝ: [200, 1484, 405, 1518]
trial-headline-3: Η ΣΥΝΕΡΓΑΣΙΑ ΤΗΣ ΧΩΡΟΦΥΛΑΚΗΣ ΜΕ ΕΝΑ ΦΥΓΟΔΙΚΟΝ: [336, 182, 987, 210]
expropriation-headline: Η ΑΠΑΛΛΟΤΡΙΩΣΙΣ ΤΟΥ ΑΡΧΑΙΟΛΟΓΙΚΟΥ ΧΩΡΟΥ: [691, 1453, 860, 1485]
trial-paragraph: Συνεχίζων ὁ κ. Μπριλλάκης λέγει ὅτι ἐκ τῶν ἐρευνῶν του ἐπείσθη ὅτι ὁ Κουκιάκης εἶχε σχέσεις μὲ τοὺς ληστάς. Ἀπήντησεν εἰς ἐρωτήσεις τῆς ὑπερασπίσεως καὶ τῆς πολιτικῆς ἀγωγῆς. — Ἡρέμησαν, ἐπανέλαβε ὁ μάρτυς, ἀφοῦ ἐπεβεβαιώθη ὅτι αἱ ἀρχαὶ ἔπραξαν τὸ καθῆκον των. Ἡ συνεδρίασις διεκόπη διὰ τὸ ἀπόγευμα.: [424, 364, 653, 517]
